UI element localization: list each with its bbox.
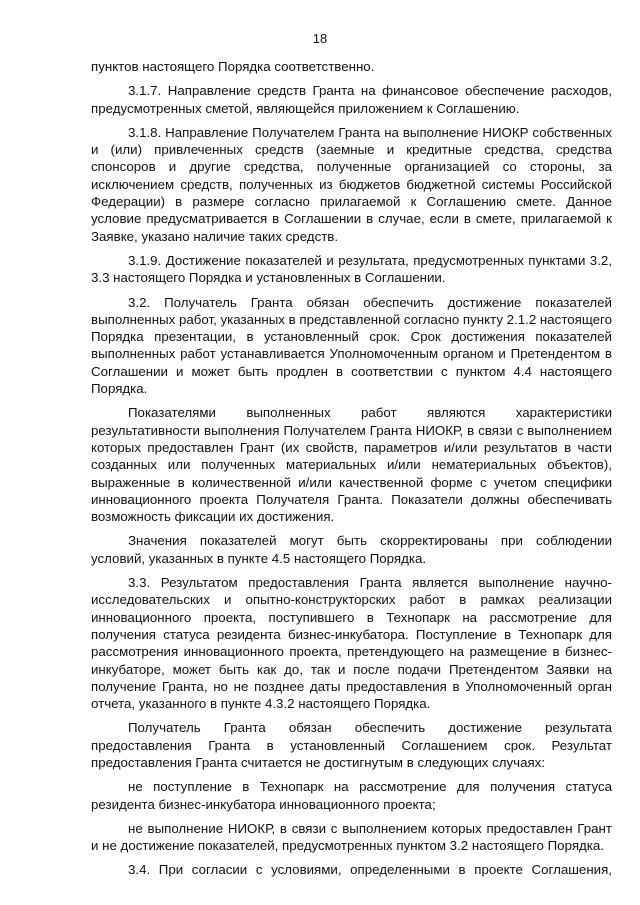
paragraph-indicators: Показателями выполненных работ являются характеристики результативности выполнения Получателем Гранта НИОКР, в связи с выполнением которых предоставлен Грант (их свойств, параметров и/или результатов в части созданных или полученных материальных и/или нематериальных объектов), выраженные в количественной и/или качественной форме с учетом специфики инновационного проекта Получателя Гранта. Показатели должны обеспечивать возможность фиксации их достижения. xyxy=(91,405,612,525)
paragraph-result-obligation: Получатель Гранта обязан обеспечить достижение результата предоставления Гранта в установленный Соглашением срок. Результат предоставления Гранта считается не достигнутым в следующих случаях: xyxy=(91,720,612,770)
paragraph-3-1-7: 3.1.7. Направление средств Гранта на финансовое обеспечение расходов, предусмотренных сметой, являющейся приложением к Соглашению. xyxy=(91,83,612,116)
paragraph-3-1-9: 3.1.9. Достижение показателей и результата, предусмотренных пунктами 3.2, 3.3 настоящего Порядка и установленных в Соглашении. xyxy=(91,252,612,286)
page-number: 18 xyxy=(312,31,328,46)
paragraph-indicator-values: Значения показателей могут быть скорректированы при соблюдении условий, указанных в пункте 4.5 настоящего Порядка. xyxy=(91,533,612,566)
paragraph-case-2: не выполнение НИОКР, в связи с выполнением которых предоставлен Грант и не достижение показателей, предусмотренных пунктом 3.2 настоящего Порядка. xyxy=(91,820,612,854)
paragraph-3-3: 3.3. Результатом предоставления Гранта является выполнение научно-исследовательских и опытно-конструкторских работ в рамках реализации инновационного проекта, поступившего в Технопарк на рассмотрение для получения статуса резидента бизнес-инкубатора. Поступление в Технопарк для рассмотрения инновационного проекта, претендующего на размещение в бизнес-инкубаторе, может быть как до, так и после подачи Претендентом Заявки на получение Гранта, но не позднее даты предоставления в Уполномоченный орган отчета, указанного в пункте 4.3.2 настоящего Порядка. xyxy=(91,575,612,712)
paragraph-3-1-8: 3.1.8. Направление Получателем Гранта на выполнение НИОКР собственных и (или) привлеченных средств (заемные и кредитные средства, средства спонсоров и другие средства, полученные организацией со стороны, за исключением средств, полученных из бюджетов бюджетной системы Российской Федерации) в размере согласно прилагаемой к Соглашению смете. Данное условие предусматривается в Соглашении в случае, если в смете, прилагаемой к Заявке, указано наличие таких средств. xyxy=(91,124,612,244)
paragraph-continuation: пунктов настоящего Порядка соответственно. xyxy=(91,59,375,74)
paragraph-3-2: 3.2. Получатель Гранта обязан обеспечить достижение показателей выполненных работ, указанных в представленной согласно пункту 2.1.2 настоящего Порядка презентации, в установленный срок. Срок достижения показателей выполненных работ устанавливается Уполномоченным органом и Претендентом в Соглашении и может быть продлен в соответствии с пунктом 4.4 настоящего Порядка. xyxy=(91,294,612,397)
paragraph-3-4: 3.4. При согласии с условиями, определенными в проекте Соглашения, xyxy=(128,862,612,878)
document-body xyxy=(91,58,612,886)
paragraph-case-1: не поступление в Технопарк на рассмотрение для получения статуса резидента бизнес-инкубатора инновационного проекта; xyxy=(91,779,612,812)
